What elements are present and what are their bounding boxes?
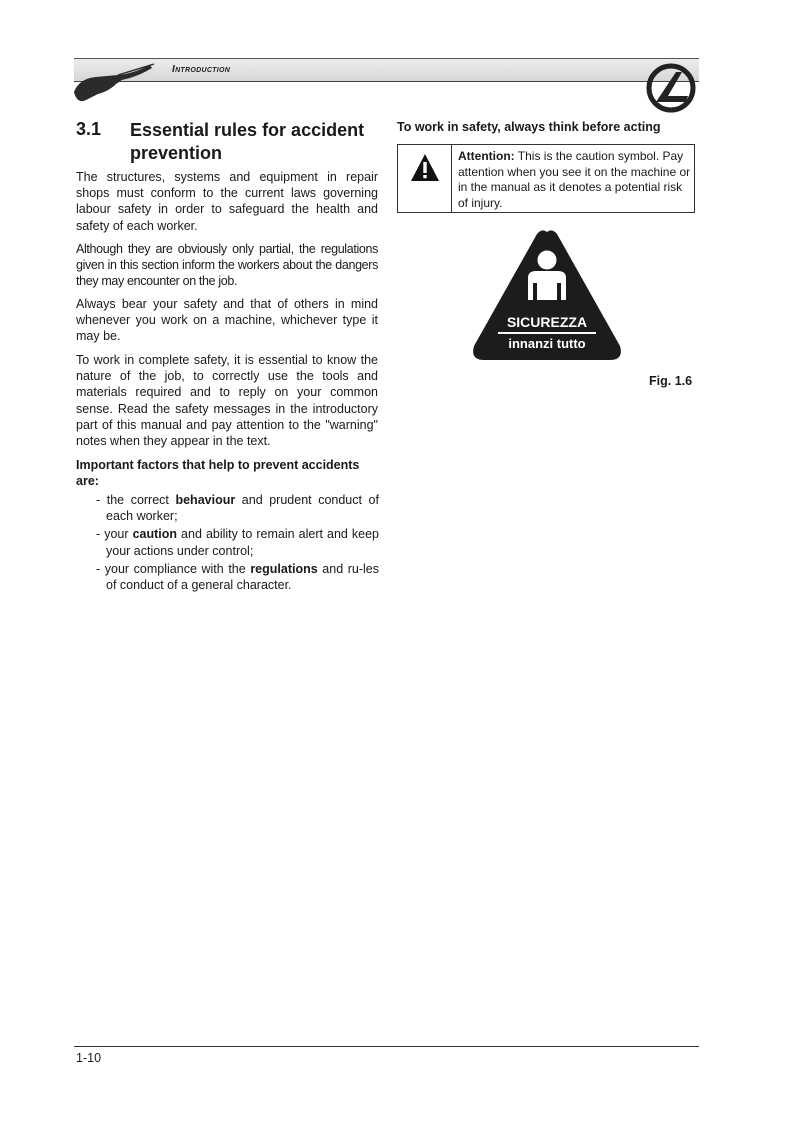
safety-sign <box>468 226 626 371</box>
factors-list <box>96 492 379 593</box>
safety-heading: To work in safety, always think before acting <box>397 120 661 134</box>
paragraph: The structures, systems and equipment in repair shops must conform to the current laws governing labour safety in order to safeguard the health and safety of each worker. <box>76 170 378 233</box>
sign-text-first: innanzi tutto <box>508 336 586 351</box>
page-number: 1-10 <box>76 1051 102 1065</box>
list-item: - your compliance with the regulations and ru-les of conduct of a general character. <box>96 561 379 593</box>
sign-text-safety: SICUREZZA <box>506 314 588 330</box>
paragraph: To work in complete safety, it is essential to know the nature of the job, to correctly use the tools and materials required and to reply on your common sense. Read the safety messages in the introductory part of this manual and pay attention to the "warning" notes when they appear in the text. <box>76 353 378 449</box>
section-number: 3.1 <box>76 119 102 139</box>
attention-icon-cell <box>398 145 452 212</box>
section-title: Essential rules for accident prevention <box>130 120 365 163</box>
figure-label: Fig. 1.6 <box>649 374 693 388</box>
brand-logo-icon <box>642 62 700 119</box>
attention-text: Attention: This is the caution symbol. Pay attention when you see it on the machine or in the manual as it denotes a potential risk of injury. <box>458 149 691 210</box>
header-title: Introduction <box>172 64 231 75</box>
header-rule <box>74 81 699 82</box>
list-item: - the correct behaviour and prudent conduct of each worker; <box>96 493 379 524</box>
paragraph: Although they are obviously only partial, the regulations given in this section inform the workers about the dangers they may encounter on the job. <box>76 242 378 289</box>
list-item: - your caution and ability to remain alert and keep your actions under control; <box>96 527 379 558</box>
pointing-hand-icon <box>72 62 160 111</box>
warning-triangle-icon <box>410 153 440 183</box>
footer-rule <box>74 1046 699 1047</box>
attention-box <box>397 144 695 213</box>
factors-heading: Important factors that help to prevent accidents are: <box>76 458 360 488</box>
header-bar <box>74 58 699 82</box>
paragraph: Always bear your safety and that of others in mind whenever you work on a machine, whichever type it may be. <box>76 297 378 344</box>
